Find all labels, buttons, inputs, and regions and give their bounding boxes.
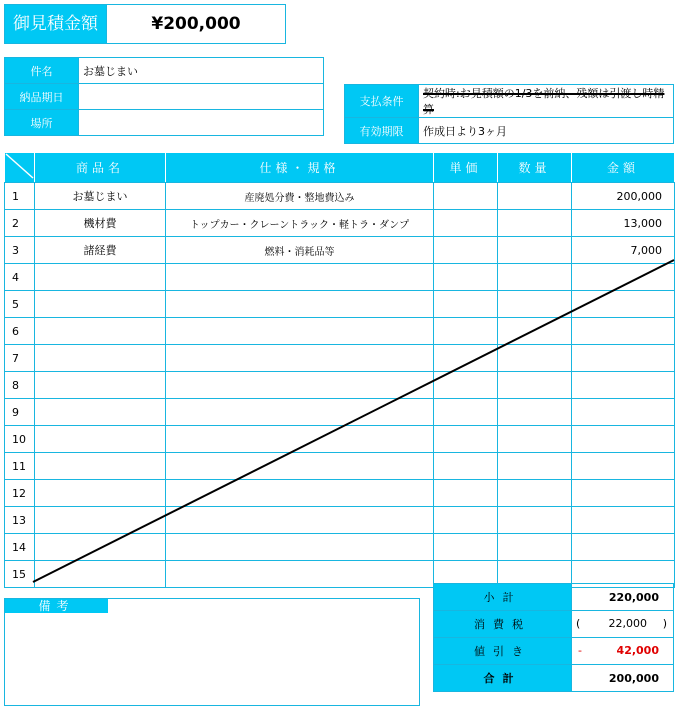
item-unit-price[interactable]	[434, 372, 498, 399]
item-quantity[interactable]	[498, 237, 572, 264]
item-unit-price[interactable]	[434, 183, 498, 210]
item-row	[5, 183, 675, 210]
item-row	[5, 480, 675, 507]
corner-header	[5, 153, 35, 183]
item-quantity[interactable]	[498, 318, 572, 345]
item-name[interactable]	[35, 372, 166, 399]
item-amount[interactable]: 200,000	[572, 183, 675, 210]
item-name[interactable]	[35, 507, 166, 534]
item-unit-price[interactable]	[434, 399, 498, 426]
terms-table	[344, 84, 674, 144]
estimate-total-box	[4, 4, 286, 44]
header-amount: 金額	[572, 153, 675, 183]
item-number: 10	[5, 426, 35, 453]
item-unit-price[interactable]	[434, 237, 498, 264]
item-quantity[interactable]	[498, 534, 572, 561]
item-number: 7	[5, 345, 35, 372]
tax-value-cell	[572, 611, 674, 638]
item-unit-price[interactable]	[434, 534, 498, 561]
item-name[interactable]	[35, 561, 166, 588]
tax-open-paren: (	[576, 617, 581, 630]
grand-total-value: 200,000	[572, 665, 674, 692]
item-row	[5, 372, 675, 399]
tax-value: 22,000	[608, 617, 647, 630]
header-quantity: 数量	[498, 153, 572, 183]
item-amount[interactable]	[572, 453, 675, 480]
discount-row	[434, 638, 674, 665]
item-name[interactable]	[35, 291, 166, 318]
item-unit-price[interactable]	[434, 318, 498, 345]
item-number: 8	[5, 372, 35, 399]
item-name[interactable]	[35, 399, 166, 426]
info-row-payment-terms	[345, 85, 674, 118]
discount-value: 42,000	[616, 644, 659, 657]
project-info-table	[4, 57, 324, 136]
item-number: 12	[5, 480, 35, 507]
item-row	[5, 291, 675, 318]
item-quantity[interactable]	[498, 345, 572, 372]
item-name[interactable]	[35, 480, 166, 507]
item-quantity[interactable]	[498, 372, 572, 399]
estimate-total-value: ¥200,000	[151, 14, 241, 34]
remarks-label: 備考	[5, 599, 108, 613]
item-unit-price[interactable]	[434, 264, 498, 291]
info-row-subject	[5, 58, 324, 84]
info-row-location	[5, 110, 324, 136]
item-amount[interactable]	[572, 318, 675, 345]
item-quantity[interactable]	[498, 210, 572, 237]
item-quantity[interactable]	[498, 183, 572, 210]
totals-table	[433, 583, 674, 692]
item-number: 9	[5, 399, 35, 426]
subtotal-value: 220,000	[572, 584, 674, 611]
item-number: 5	[5, 291, 35, 318]
item-amount[interactable]	[572, 399, 675, 426]
item-amount[interactable]	[572, 345, 675, 372]
item-amount[interactable]	[572, 426, 675, 453]
item-spec[interactable]	[166, 480, 434, 507]
item-row	[5, 453, 675, 480]
item-name[interactable]	[35, 534, 166, 561]
item-spec[interactable]: 燃料・消耗品等	[166, 237, 434, 264]
item-number: 14	[5, 534, 35, 561]
item-quantity[interactable]	[498, 426, 572, 453]
item-spec[interactable]	[166, 345, 434, 372]
item-spec[interactable]	[166, 399, 434, 426]
item-spec[interactable]	[166, 426, 434, 453]
item-number: 11	[5, 453, 35, 480]
item-name[interactable]	[35, 345, 166, 372]
item-number: 1	[5, 183, 35, 210]
item-name[interactable]	[35, 453, 166, 480]
item-row	[5, 345, 675, 372]
item-number: 3	[5, 237, 35, 264]
location-label: 場所	[5, 110, 79, 136]
item-unit-price[interactable]	[434, 507, 498, 534]
item-spec[interactable]	[166, 318, 434, 345]
item-row	[5, 534, 675, 561]
validity-label: 有効期限	[345, 118, 419, 144]
item-name[interactable]	[35, 426, 166, 453]
tax-label: 消費税	[434, 611, 572, 638]
item-unit-price[interactable]	[434, 426, 498, 453]
items-header-row	[5, 153, 675, 183]
item-amount[interactable]: 13,000	[572, 210, 675, 237]
item-amount[interactable]	[572, 264, 675, 291]
item-row	[5, 237, 675, 264]
item-quantity[interactable]	[498, 291, 572, 318]
delivery-date-label: 納品期日	[5, 84, 79, 110]
tax-row	[434, 611, 674, 638]
item-quantity[interactable]	[498, 453, 572, 480]
item-spec[interactable]	[166, 534, 434, 561]
tax-close-paren: )	[662, 617, 667, 630]
item-unit-price[interactable]	[434, 291, 498, 318]
item-row	[5, 426, 675, 453]
item-amount[interactable]	[572, 534, 675, 561]
item-amount[interactable]	[572, 507, 675, 534]
estimate-total-label: 御見積金額	[5, 5, 107, 43]
item-spec[interactable]: トップカー・クレーントラック・軽トラ・ダンプ	[166, 210, 434, 237]
subtotal-label: 小計	[434, 584, 572, 611]
items-table	[4, 152, 675, 588]
item-spec[interactable]	[166, 372, 434, 399]
item-number: 6	[5, 318, 35, 345]
item-spec[interactable]	[166, 264, 434, 291]
subtotal-row	[434, 584, 674, 611]
header-spec: 仕様・規格	[166, 153, 434, 183]
item-unit-price[interactable]	[434, 210, 498, 237]
item-row	[5, 399, 675, 426]
header-unit-price: 単価	[434, 153, 498, 183]
grand-total-label: 合計	[434, 665, 572, 692]
item-row	[5, 318, 675, 345]
item-spec[interactable]	[166, 507, 434, 534]
payment-terms-label: 支払条件	[345, 85, 419, 118]
info-row-validity	[345, 118, 674, 144]
item-quantity[interactable]	[498, 480, 572, 507]
item-number: 4	[5, 264, 35, 291]
item-amount[interactable]	[572, 291, 675, 318]
item-amount[interactable]	[572, 480, 675, 507]
item-name[interactable]	[35, 264, 166, 291]
item-quantity[interactable]	[498, 399, 572, 426]
discount-label: 値引き	[434, 638, 572, 665]
location-value[interactable]	[79, 110, 324, 136]
delivery-date-value[interactable]	[79, 84, 324, 110]
item-amount[interactable]	[572, 372, 675, 399]
item-name[interactable]: 機材費	[35, 210, 166, 237]
item-name[interactable]: 諸経費	[35, 237, 166, 264]
item-quantity[interactable]	[498, 264, 572, 291]
item-row	[5, 507, 675, 534]
grand-total-row	[434, 665, 674, 692]
subject-label: 件名	[5, 58, 79, 84]
subject-value[interactable]: お墓じまい	[79, 58, 324, 84]
item-amount[interactable]: 7,000	[572, 237, 675, 264]
item-row	[5, 210, 675, 237]
header-name: 商品名	[35, 153, 166, 183]
item-spec[interactable]	[166, 561, 434, 588]
item-unit-price[interactable]	[434, 345, 498, 372]
item-spec[interactable]	[166, 453, 434, 480]
remarks-box[interactable]	[4, 598, 420, 706]
item-number: 2	[5, 210, 35, 237]
item-spec[interactable]: 産廃処分費・整地費込み	[166, 183, 434, 210]
item-row	[5, 264, 675, 291]
discount-sign: -	[578, 644, 582, 657]
item-number: 15	[5, 561, 35, 588]
discount-value-cell	[572, 638, 674, 665]
item-number: 13	[5, 507, 35, 534]
payment-terms-value[interactable]: 契約時:お見積額の1/3を前納、残額は引渡し時精算	[419, 85, 674, 118]
validity-value[interactable]: 作成日より3ヶ月	[419, 118, 674, 144]
item-name[interactable]: お墓じまい	[35, 183, 166, 210]
item-unit-price[interactable]	[434, 453, 498, 480]
info-row-delivery-date	[5, 84, 324, 110]
item-unit-price[interactable]	[434, 480, 498, 507]
item-name[interactable]	[35, 318, 166, 345]
item-spec[interactable]	[166, 291, 434, 318]
item-quantity[interactable]	[498, 507, 572, 534]
